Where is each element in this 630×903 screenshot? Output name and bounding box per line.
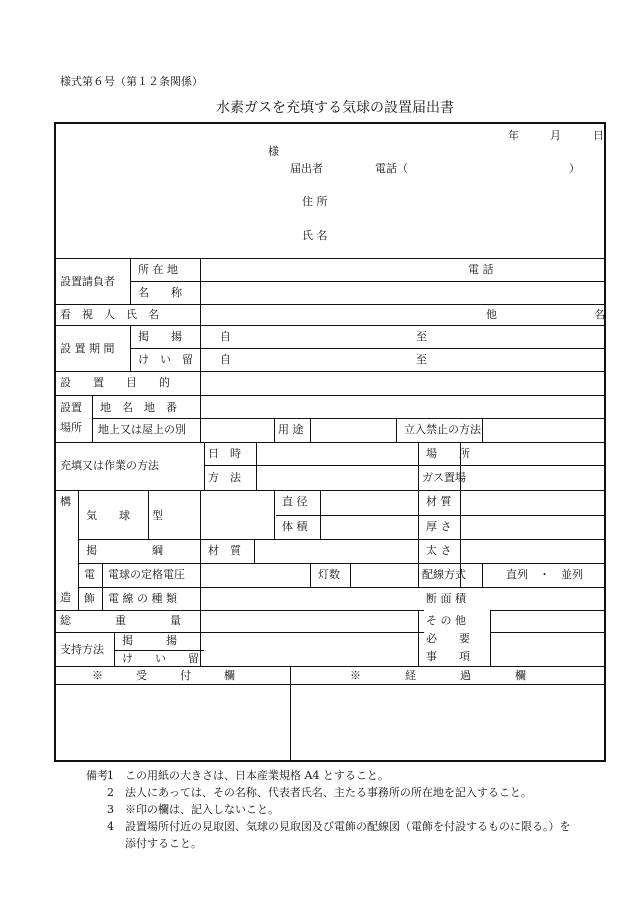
structure-label-2: 造 (60, 591, 71, 604)
note-3-number: 3 (107, 803, 114, 816)
mooring-from: 自 (220, 353, 231, 366)
other-label-2: 必 要 (426, 632, 470, 645)
note-1-number: 1 (107, 769, 114, 782)
progress-header: ※ 経 過 欄 (350, 669, 526, 682)
place-label-1: 設置 (60, 401, 82, 414)
support-raising-label: 掲 揚 (122, 634, 177, 647)
balloon-type-label: 気 球 型 (86, 509, 163, 522)
support-method-label: 支持方法 (60, 643, 104, 656)
addressee-suffix: 様 (268, 145, 279, 158)
phone-label: 電話（ (375, 162, 408, 175)
rope-material-label: 材 質 (208, 544, 241, 557)
address-label: 住 所 (302, 195, 328, 208)
wire-type-label: 電 線 の 種 類 (108, 592, 177, 605)
note-1: この用紙の大きさは、日本産業規格 A4 とすること。 (125, 769, 389, 782)
bulb-count-label: 灯数 (318, 568, 340, 581)
location-label: 所 在 地 (138, 263, 178, 276)
note-3: ※印の欄は、記入しないこと。 (125, 803, 279, 816)
lot-number-label: 地 名 地 番 (100, 401, 177, 414)
phone-close: ） (569, 162, 580, 175)
method-label: 方 法 (208, 471, 241, 484)
others-unit: 名 (594, 308, 605, 321)
note-2-number: 2 (107, 786, 114, 799)
reception-header: ※ 受 付 欄 (92, 669, 235, 682)
date-month-label: 月 (550, 129, 561, 142)
purpose-label: 設 置 目 的 (60, 376, 170, 389)
rope-width-label: 太 さ (426, 544, 452, 557)
total-weight-label: 総 重 量 (60, 614, 181, 627)
filling-label: 充填又は作業の方法 (60, 459, 159, 472)
wiring-method-label: 配線方式 (422, 568, 466, 581)
support-mooring-label: け い 留 (122, 652, 199, 665)
cross-section-label: 断 面 積 (426, 592, 466, 605)
note-4-number: 4 (107, 820, 114, 833)
gas-storage-label: ガス置場 (422, 471, 466, 484)
raising-label: 掲 揚 (138, 330, 182, 343)
rope-label: 掲 綱 (86, 544, 163, 557)
usage-label: 用 途 (278, 423, 304, 436)
raising-to: 至 (416, 330, 427, 343)
other-label-3: 事 項 (426, 650, 470, 663)
date-year-label: 年 (508, 129, 519, 142)
decoration-label-1: 電 (84, 568, 95, 581)
mooring-label: け い 留 (138, 353, 193, 366)
entity-name-label: 名 称 (138, 286, 182, 299)
other-label-1: そ の 他 (426, 614, 466, 627)
diameter-label: 直 径 (282, 495, 308, 508)
notes-label: 備考 (86, 769, 108, 782)
note-2: 法人にあっては、その名称、代表者氏名、主たる事務所の所在地を記入すること。 (125, 786, 532, 799)
applicant-label: 届出者 (290, 162, 323, 175)
wiring-options: 直列 ・ 並列 (506, 568, 583, 581)
contractor-phone-label: 電 話 (468, 263, 494, 276)
decoration-label-2: 飾 (84, 592, 95, 605)
note-4: 設置場所付近の見取図、気球の見取図及び電飾の配線図（電飾を付設するものに限る。）を (125, 820, 571, 833)
volume-label: 体 積 (282, 520, 308, 533)
balloon-material-label: 材 質 (426, 495, 452, 508)
rated-voltage-label: 電球の定格電圧 (108, 568, 185, 581)
date-day-label: 日 (593, 129, 604, 142)
form-frame (54, 122, 606, 762)
raising-from: 自 (220, 330, 231, 343)
no-entry-label: 立入禁止の方法 (404, 423, 481, 436)
place-label-2: 場所 (60, 421, 82, 434)
period-label: 設 置 期 間 (60, 342, 115, 355)
form-number: 様式第６号（第１２条関係） (60, 75, 203, 88)
others-label: 他 (486, 308, 497, 321)
mooring-to: 至 (416, 353, 427, 366)
note-4-continued: 添付すること。 (125, 837, 202, 850)
supervisor-label: 看 視 人 氏 名 (60, 308, 159, 321)
filling-place-label: 場 所 (426, 447, 470, 460)
ground-roof-label: 地上又は屋上の別 (98, 423, 186, 436)
contractor-label: 設置請負者 (60, 275, 115, 288)
form-title: 水素ガスを充填する気球の設置届出書 (216, 100, 454, 116)
name-label: 氏 名 (302, 229, 328, 242)
structure-label-1: 構 (60, 495, 71, 508)
datetime-label: 日 時 (208, 447, 241, 460)
thickness-label: 厚 さ (426, 520, 452, 533)
